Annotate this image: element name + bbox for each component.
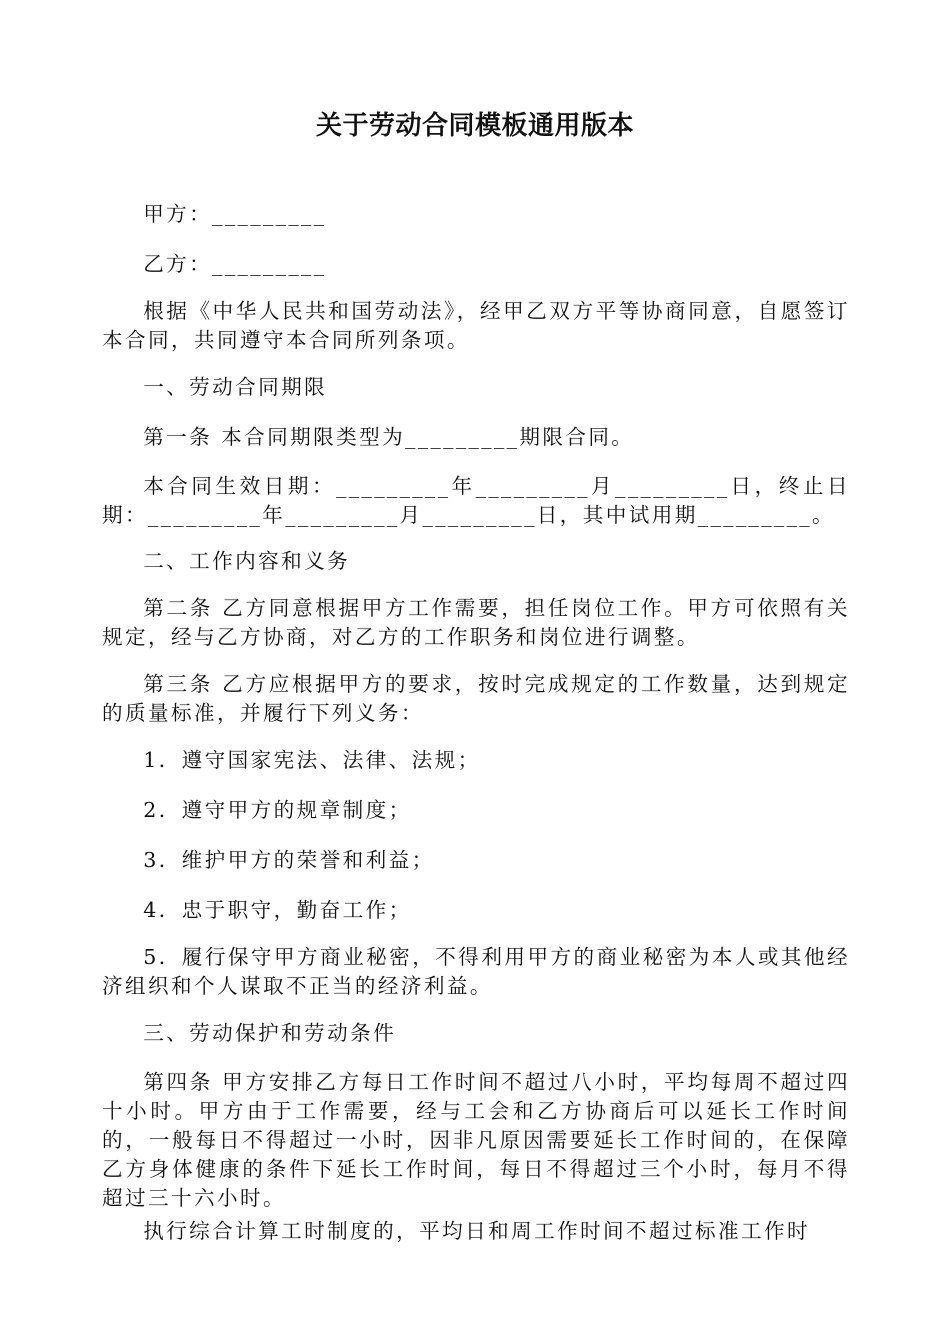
article-1: 第一条 本合同期限类型为_________期限合同。	[143, 425, 635, 449]
duty-item: 4．忠于职守，勤奋工作；	[143, 898, 412, 922]
preamble-paragraph: 根据《中华人民共和国劳动法》，经甲乙双方平等协商同意，自愿签订本合同，共同遵守本合同所列条项。	[102, 299, 850, 352]
effective-date-paragraph: 本合同生效日期：_________年_________月_________日，终止日期：_________年_________月_________日，其中试用期_________。	[102, 474, 850, 527]
comprehensive-hours-paragraph: 执行综合计算工时制度的，平均日和周工作时间不超过标准工作时	[143, 1219, 811, 1243]
duty-item: 3．维护甲方的荣誉和利益；	[143, 848, 435, 872]
section-heading-term: 一、劳动合同期限	[143, 375, 328, 399]
article-2: 第二条 乙方同意根据甲方工作需要，担任岗位工作。甲方可依照有关规定，经与乙方协商，对乙方的工作职务和岗位进行调整。	[102, 596, 850, 649]
party-b-line: 乙方：_________	[143, 252, 327, 276]
section-heading-duties: 二、工作内容和义务	[143, 549, 351, 573]
document-title: 关于劳动合同模板通用版本	[315, 111, 634, 141]
article-3: 第三条 乙方应根据甲方的要求，按时完成规定的工作数量，达到规定的质量标准，并履行下列义务：	[102, 672, 850, 725]
section-heading-protection: 三、劳动保护和劳动条件	[143, 1021, 397, 1045]
duty-item: 5．履行保守甲方商业秘密，不得利用甲方的商业秘密为本人或其他经济组织和个人谋取不正当的经济利益。	[102, 945, 850, 998]
article-4: 第四条 甲方安排乙方每日工作时间不超过八小时，平均每周不超过四十小时。甲方由于工作需要，经与工会和乙方协商后可以延长工作时间的，一般每日不得超过一小时，因非凡原因需要延长工作时间的，在保障乙方身体健康的条件下延长工作时间，每日不得超过三个小时，每月不得超过三十六小时。	[102, 1070, 850, 1210]
duty-item: 1．遵守国家宪法、法律、法规；	[143, 748, 481, 772]
duty-item: 2．遵守甲方的规章制度；	[143, 798, 412, 822]
party-a-line: 甲方：_________	[143, 202, 327, 226]
